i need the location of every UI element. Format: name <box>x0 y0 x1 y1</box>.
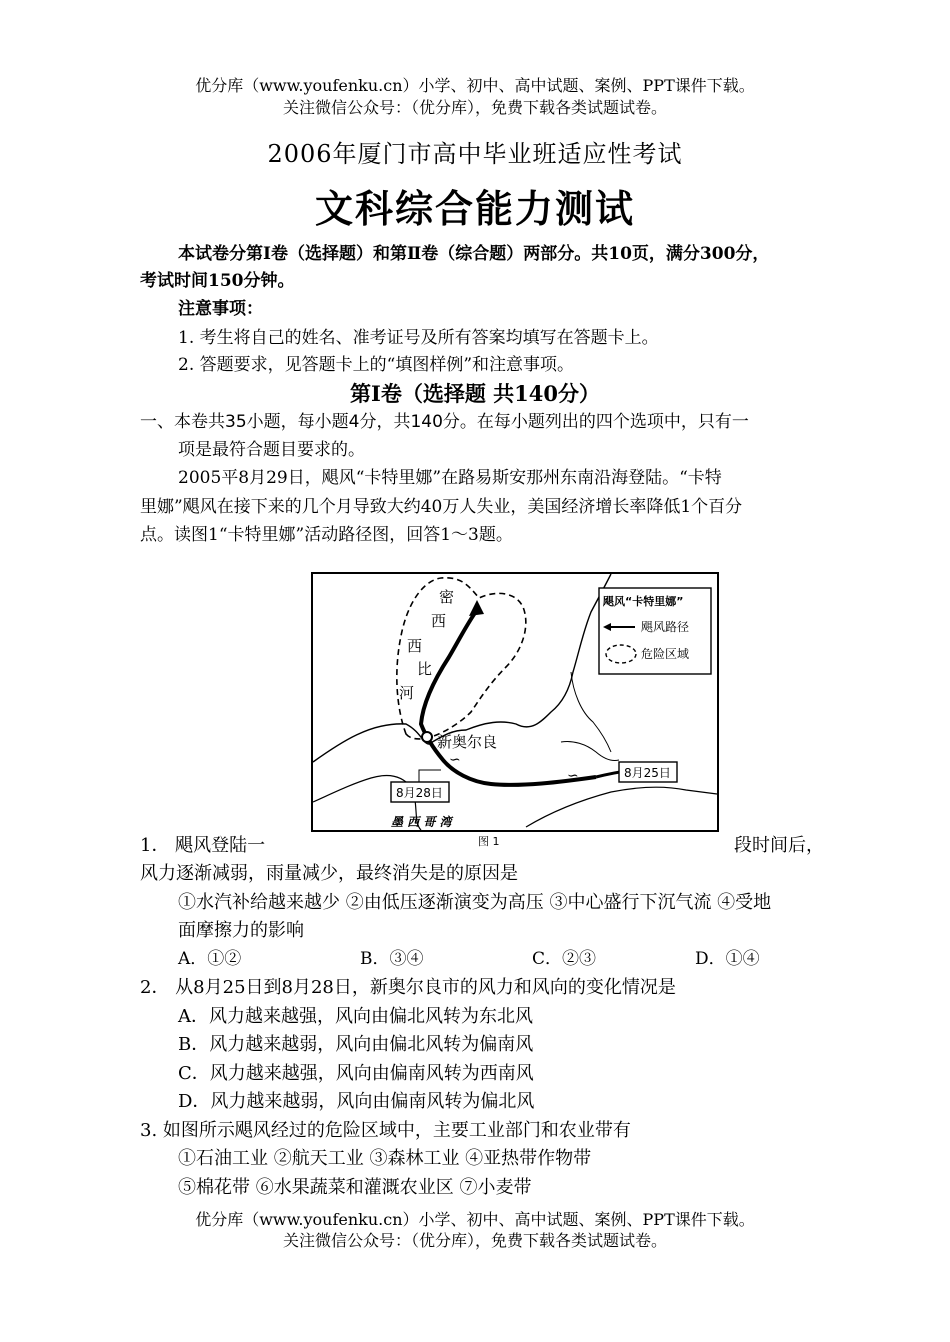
q1-line-1-left: 1． 飓风登陆一 <box>140 835 266 856</box>
q1-line-1-right: 段时间后， <box>734 835 824 856</box>
intro-line-1: 本试卷分第Ⅰ卷（选择题）和第Ⅱ卷（综合题）两部分。共10页，满分300分， <box>178 244 770 264</box>
date-start-label: 8月25日 <box>624 766 671 780</box>
q1-option-c: C．②③ <box>532 949 597 969</box>
footer-line-1: 优分库（www.youfenku.cn）小学、初中、高中试题、案例、PPT课件下载。 <box>195 1210 755 1229</box>
legend-title: 飓风“卡特里娜” <box>603 595 684 608</box>
q1-option-b: B．③④ <box>360 949 424 969</box>
q2-option-d: D．风力越来越弱，风向由偏南风转为偏北风 <box>178 1091 535 1112</box>
q2-option-b: B．风力越来越弱，风向由偏北风转为偏南风 <box>178 1034 534 1055</box>
q1-option-d: D．①④ <box>695 949 760 969</box>
river-label-5: 河 <box>399 684 415 702</box>
q1-statements-2: 面摩擦力的影响 <box>178 920 304 941</box>
notes-heading: 注意事项： <box>178 299 263 319</box>
river-label-4: 比 <box>417 660 433 678</box>
hurricane-symbol-1: ∽ <box>567 768 579 784</box>
hurricane-symbol-2: ∽ <box>449 752 461 768</box>
header-line-2: 关注微信公众号：（优分库），免费下载各类试题试卷。 <box>282 98 667 117</box>
legend-danger-label: 危险区域 <box>641 647 690 661</box>
q1-line-2: 风力逐渐减弱，雨量减少，最终消失是的原因是 <box>140 863 518 884</box>
header-line-1: 优分库（www.youfenku.cn）小学、初中、高中试题、案例、PPT课件下载。 <box>195 76 755 95</box>
date-end-label: 8月28日 <box>396 786 443 800</box>
q1-option-a: A．①② <box>178 949 242 969</box>
q2-option-c: C．风力越来越强，风向由偏南风转为西南风 <box>178 1063 534 1084</box>
city-label: 新奥尔良 <box>437 733 498 751</box>
note-item-1: 1. 考生将自己的姓名、准考证号及所有答案均填写在答题卡上。 <box>178 328 659 348</box>
river-label-3: 西 <box>407 637 423 655</box>
q3-statements-1: ①石油工业 ②航天工业 ③森林工业 ④亚热带作物带 <box>178 1148 592 1169</box>
section-1-title: 第Ⅰ卷（选择题 共140分） <box>350 381 600 406</box>
passage-line-1: 2005平8月29日，飓风“卡特里娜”在路易斯安那州东南沿海登陆。“卡特 <box>178 468 722 488</box>
hurricane-path-map <box>311 572 719 832</box>
river-label-2: 西 <box>431 612 447 630</box>
figure-caption: 图 1 <box>478 835 500 848</box>
intro-line-2: 考试时间150分钟。 <box>140 271 295 291</box>
section-1-instruction-2: 项是最符合题目要求的。 <box>178 440 365 460</box>
q1-statements-1: ①水汽补给越来越少 ②由低压逐渐演变为高压 ③中心盛行下沉气流 ④受地 <box>178 892 772 913</box>
new-orleans-marker <box>422 732 432 742</box>
q2-option-a: A．风力越来越强，风向由偏北风转为东北风 <box>178 1006 533 1027</box>
section-1-instruction-1: 一、本卷共35小题，每小题4分，共140分。在每小题列出的四个选项中，只有一 <box>140 412 749 432</box>
passage-line-2: 里娜”飓风在接下来的几个月导致大约40万人失业，美国经济增长率降低1个百分 <box>140 497 743 517</box>
legend-path-label: 飓风路径 <box>641 620 690 634</box>
q2-stem: 2． 从8月25日到8月28日，新奥尔良市的风力和风向的变化情况是 <box>140 977 676 998</box>
q3-statements-2: ⑤棉花带 ⑥水果蔬菜和灌溉农业区 ⑦小麦带 <box>178 1177 532 1198</box>
note-item-2: 2. 答题要求，见答题卡上的“填图样例”和注意事项。 <box>178 355 575 375</box>
river-label-1: 密 <box>439 588 455 606</box>
q3-stem: 3. 如图所示飓风经过的危险区域中，主要工业部门和农业带有 <box>140 1120 631 1141</box>
passage-line-3: 点。读图1“卡特里娜”活动路径图，回答1～3题。 <box>140 525 513 545</box>
subject-title: 文科综合能力测试 <box>314 187 635 231</box>
footer-line-2: 关注微信公众号：（优分库），免费下载各类试题试卷。 <box>282 1231 667 1250</box>
gulf-label: 墨 西 哥 湾 <box>391 815 452 829</box>
exam-title: 2006年厦门市高中毕业班适应性考试 <box>267 140 683 168</box>
